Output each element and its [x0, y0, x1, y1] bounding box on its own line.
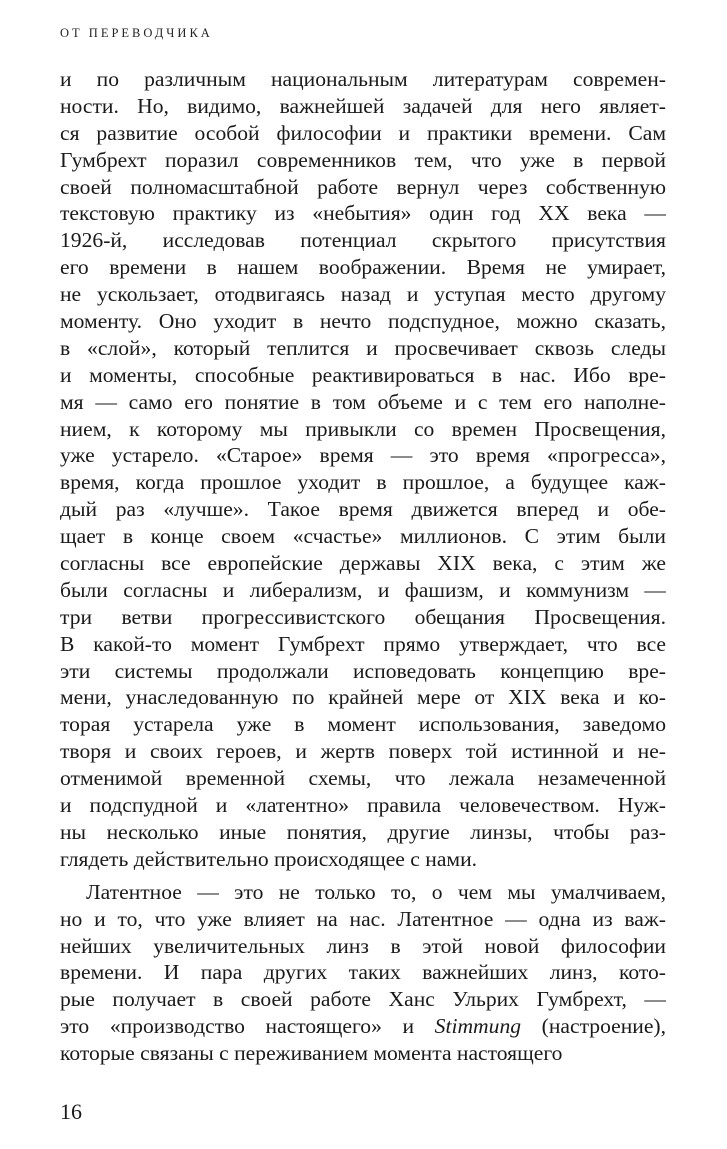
text-line: щает в конце своем «счастье» миллионов. С этим были — [60, 524, 666, 549]
text-line: были согласны и либерализм, и фашизм, и коммунизм — — [60, 577, 666, 602]
text-run: (настроение), — [521, 1014, 666, 1039]
body-text — [60, 66, 666, 1067]
page-number: 16 — [60, 1099, 82, 1124]
text-run: это «производство настоящего» и — [60, 1014, 435, 1039]
text-line: ны несколько иные понятия, другие линзы, чтобы раз- — [60, 819, 666, 844]
text-line: ности. Но, видимо, важнейшей задачей для него являет- — [60, 93, 666, 118]
italic-term: Stimmung — [434, 1014, 522, 1039]
text-line: мя — само его понятие в том объеме и с тем его наполне- — [60, 389, 666, 414]
text-line: время, когда прошлое уходит в прошлое, а будущее каж- — [60, 470, 666, 495]
text-line: его времени в нашем воображении. Время не умирает, — [60, 255, 666, 280]
text-line: мени, унаследованную по крайней мере от XIX века и ко- — [60, 685, 666, 710]
text-line: текстовую практику из «небытия» один год XX века — — [60, 201, 666, 226]
text-line: эти системы продолжали исповедовать концепцию вре- — [60, 658, 666, 683]
text-line: и по различным национальным литературам современ- — [60, 67, 666, 91]
text-line: не ускользает, отодвигаясь назад и уступая место другому — [60, 282, 666, 307]
running-header: ОТ ПЕРЕВОДЧИКА — [60, 26, 213, 40]
text-line: три ветви прогрессивистского обещания Просвещения. — [60, 604, 666, 629]
text-line: в «слой», который теплится и просвечивает сквозь следы — [60, 335, 666, 360]
text-line: согласны все европейские державы XIX века, с этим же — [60, 551, 666, 576]
text-line: дый раз «лучше». Такое время движется вперед и обе- — [60, 497, 666, 522]
text-line: но и то, что уже влияет на нас. Латентное — одна из важ- — [60, 906, 666, 931]
text-line: рые получает в своей работе Ханс Ульрих Гумбрехт, — — [60, 987, 666, 1012]
text-line: отменимой временной схемы, что лежала незамеченной — [60, 766, 666, 791]
text-line: моменту. Оно уходит в нечто подспудное, можно сказать, — [60, 309, 666, 334]
text-line: ся развитие особой философии и практики времени. Сам — [60, 120, 666, 145]
text-line: времени. И пара других таких важнейших линз, кото- — [60, 960, 666, 985]
text-line: и подспудной и «латентно» правила человечеством. Нуж- — [60, 793, 666, 818]
text-line: торая устарела уже в момент использования, заведомо — [60, 712, 666, 737]
paragraph-2 — [60, 879, 666, 1013]
text-line: уже устарело. «Старое» время — это время «прогресса», — [60, 443, 666, 468]
text-line: Латентное — это не только то, о чем мы умалчиваем, — [86, 879, 666, 904]
text-line: Гумбрехт поразил современников тем, что уже в первой — [60, 147, 666, 172]
text-line: которые связаны с переживанием момента настоящего — [60, 1041, 563, 1066]
text-line: и моменты, способные реактивироваться в нас. Ибо вре- — [60, 362, 666, 387]
text-line: В какой-то момент Гумбрехт прямо утверждает, что все — [60, 631, 666, 656]
text-line — [60, 1013, 666, 1040]
text-line: своей полномасштабной работе вернул через собственную — [60, 174, 666, 199]
text-line: нием, к которому мы привыкли со времен Просвещения, — [60, 416, 666, 441]
text-line: 1926-й, исследовав потенциал скрытого присутствия — [60, 228, 666, 253]
text-line: творя и своих героев, и жертв поверх той истинной и не- — [60, 739, 666, 764]
paragraph-1 — [60, 66, 666, 873]
text-line: нейших увеличительных линз в этой новой философии — [60, 933, 666, 958]
text-line: глядеть действительно происходящее с нами. — [60, 846, 478, 871]
